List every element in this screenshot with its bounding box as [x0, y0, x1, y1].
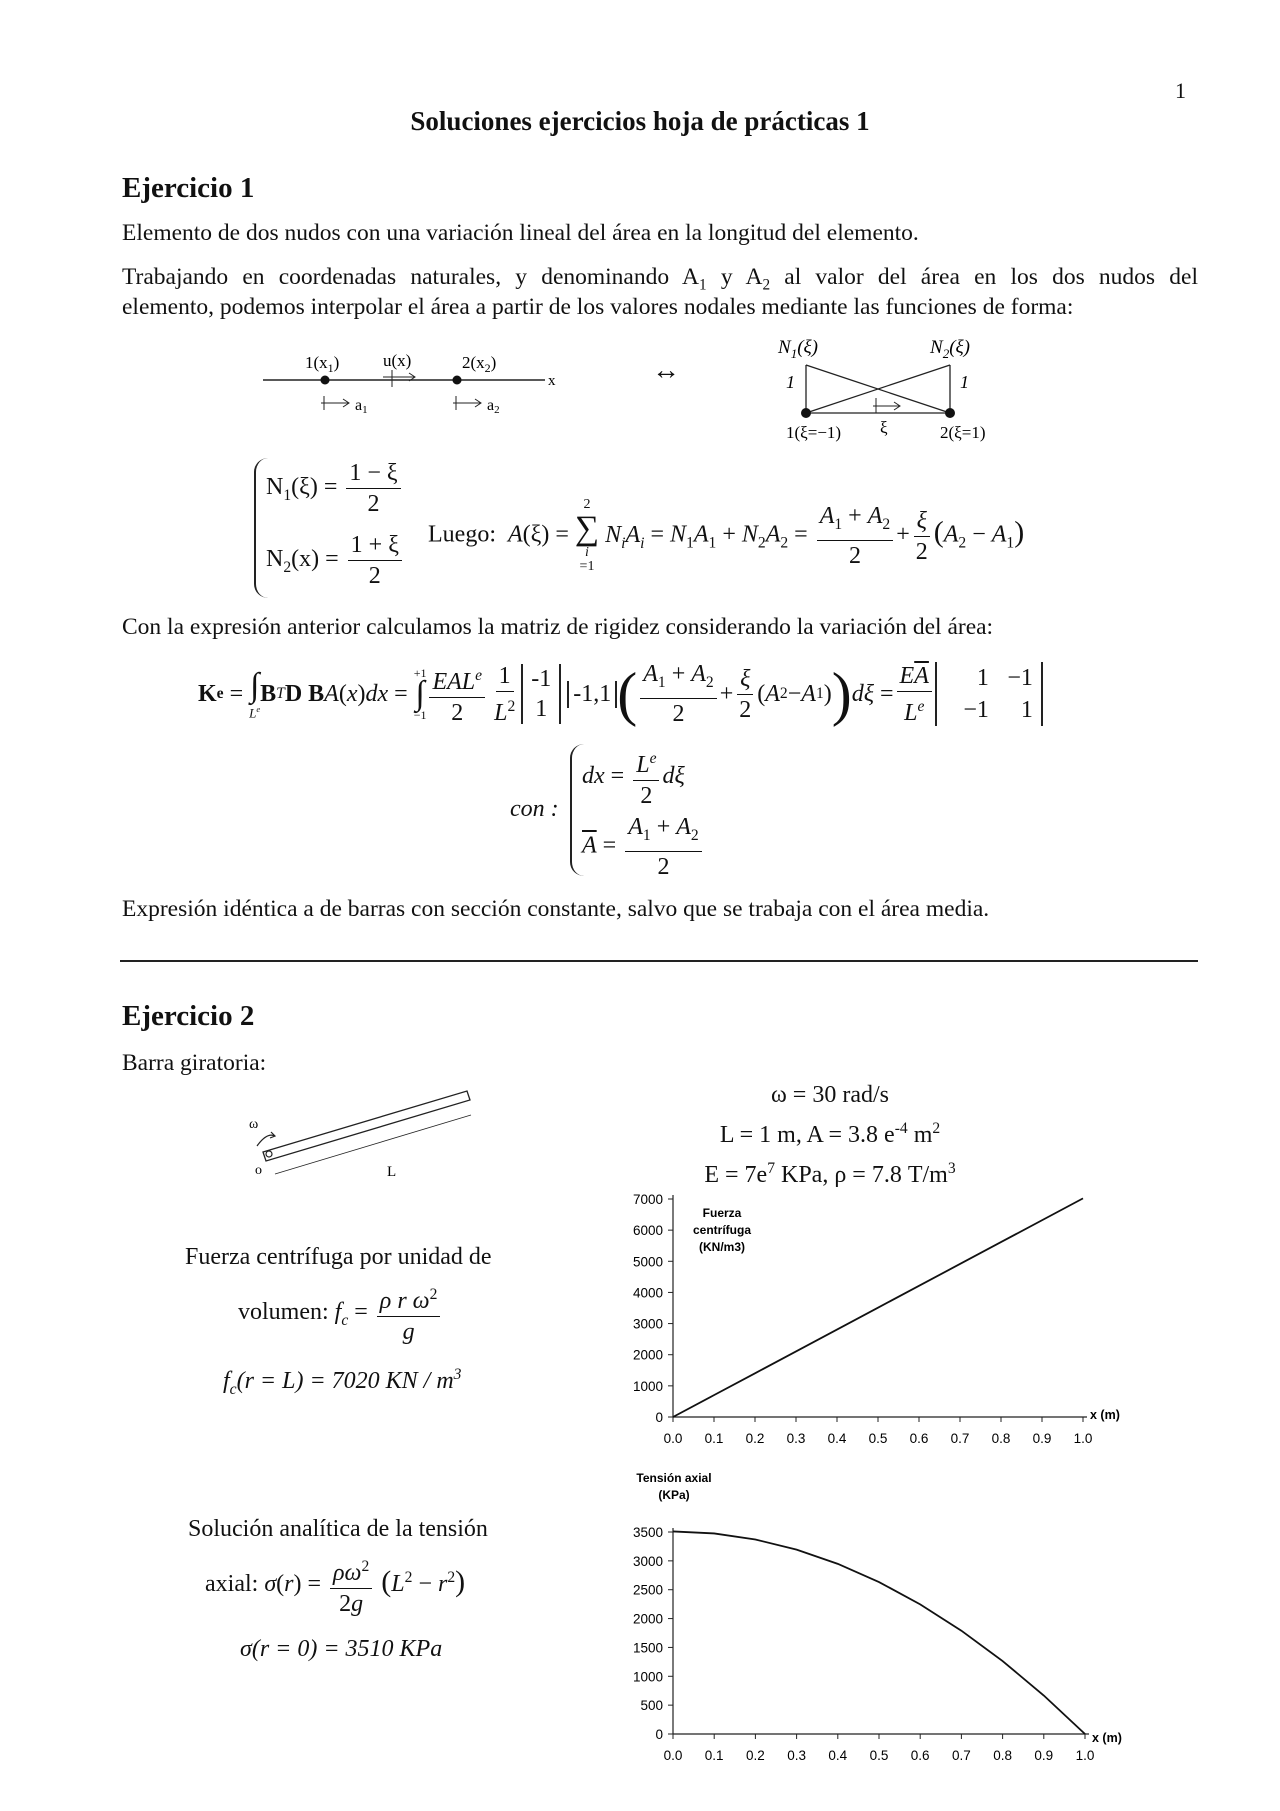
- page-number: 1: [1175, 78, 1186, 103]
- y-tick-label: 2000: [632, 1611, 663, 1627]
- y-tick-label: 3000: [632, 1553, 663, 1569]
- shape-node-1-dot: [801, 408, 811, 418]
- origin-label: o: [255, 1163, 262, 1178]
- node-1-label: $1(x_1)$: [305, 353, 340, 375]
- x-tick-label: 0.9: [1032, 1431, 1052, 1446]
- y-tick-label: 1500: [632, 1640, 663, 1656]
- exercise-1-paragraph-3: Con la expresión anterior calculamos la matriz de rigidez considerando la variación del área:: [122, 614, 994, 640]
- y-tick-label: 6000: [632, 1223, 663, 1239]
- x-tick-label: 0.0: [663, 1748, 683, 1760]
- length-label: L: [387, 1164, 397, 1180]
- node-2-label: $2(x_2)$: [462, 353, 497, 375]
- x-tick-label: 0.7: [950, 1431, 970, 1446]
- x-tick-label: 0.8: [993, 1748, 1012, 1760]
- u-label: u(x): [383, 351, 412, 370]
- param-modulus-density: $E = 7e^7$ KPa, ρ = 7.8 $T/m^3$: [704, 1160, 956, 1188]
- y-tick-label: 500: [640, 1698, 663, 1714]
- y-axis-label: Tensión axial: [636, 1471, 712, 1485]
- force-description: Fuerza centrífuga por unidad de: [185, 1244, 492, 1270]
- centrifugal-force-chart: [610, 1184, 1150, 1454]
- y-tick-label: 3000: [632, 1316, 663, 1332]
- document-title: Soluciones ejercicios hoja de prácticas 1: [410, 106, 870, 136]
- force-value: $f_c(r = L) = 7020$ KN / $m^3$: [223, 1366, 462, 1398]
- shape-functions-diagram: [770, 330, 1010, 450]
- node-2-dot: [453, 376, 462, 385]
- x-tick-label: 0.3: [787, 1748, 806, 1760]
- shape-functions-system: $N_1(\xi)$ = $\frac{1 - \xi}{2}$ $N_2(x)$ = $\frac{1 + \xi}{2}$: [254, 458, 416, 598]
- a1-label: a1: [355, 397, 368, 416]
- x-tick-label: 0.7: [952, 1748, 971, 1760]
- exercise-2-heading: Ejercicio 2: [122, 1000, 255, 1032]
- omega-label: ω: [249, 1117, 259, 1132]
- y-tick-label: 0: [655, 1410, 663, 1425]
- shape-node-2-dot: [945, 408, 955, 418]
- x-tick-label: 0.0: [663, 1431, 683, 1446]
- exercise-1-heading: Ejercicio 1: [122, 172, 255, 204]
- area-interpolation-equation: Luego: A(ξ) = 2 ∑ i =1 $N_iA_i = N_1A_1 + N_2A_2$ = $\frac{A_1 + A_2}{2}$ + $\frac{\xi}{2}$ $(A_2 - A_1)$: [428, 497, 1025, 574]
- x-tick-label: 0.5: [868, 1431, 888, 1446]
- exercise-1-paragraph-2: Trabajando en coordenadas naturales, y denominando $A_1$ y $A_2$ al valor del área en los dos nudos del: [122, 264, 1198, 294]
- y-tick-label: 1000: [632, 1669, 663, 1685]
- stress-formula: axial: σ(r) = $\frac{\rho\omega^2}{2g}$ $(L^2 - r^2)$: [205, 1552, 465, 1619]
- problem-parameters: [640, 1078, 1020, 1192]
- x-tick-label: 0.4: [828, 1748, 848, 1760]
- x-tick-label: 0.1: [704, 1748, 724, 1760]
- n1-label: $N_1(\xi)$: [778, 337, 818, 361]
- y-tick-label: 2500: [632, 1582, 663, 1598]
- x-tick-label: 0.2: [745, 1431, 765, 1446]
- n2-label: $N_2(\xi)$: [930, 337, 970, 361]
- x-tick-label: 1.0: [1075, 1748, 1095, 1760]
- bar-body: [263, 1091, 470, 1161]
- n2-unit-value: 1: [960, 372, 969, 392]
- x-axis-label: x (m): [1092, 1731, 1122, 1745]
- force-formula: volumen: $f_c$ = $\frac{\rho r \omega^2}{g}$: [238, 1280, 443, 1347]
- xi-label: ξ: [880, 418, 888, 437]
- y-tick-label: 2000: [632, 1347, 663, 1363]
- param-length-area: L = 1 m, A = 3.8 $e^{-4}$ $m^2$: [719, 1120, 941, 1148]
- node-1-dot: [321, 376, 330, 385]
- x-axis-label: x (m): [1090, 1408, 1120, 1422]
- y-tick-label: 7000: [632, 1192, 663, 1207]
- x-tick-label: 0.4: [827, 1431, 847, 1446]
- exercise-2-intro: Barra giratoria:: [122, 1050, 267, 1076]
- n1-unit-value: 1: [786, 372, 795, 392]
- axial-stress-chart: [610, 1460, 1150, 1760]
- exercise-1-paragraph-4: Expresión idéntica a de barras con sección constante, salvo que se trabaja con el área media.: [122, 896, 990, 922]
- y-axis-label: Fuerza: [702, 1206, 742, 1220]
- rotating-bar-diagram: [245, 1088, 485, 1188]
- y-axis-label: (KN/m3): [698, 1240, 746, 1254]
- shape-node-1-label: 1(ξ=−1): [786, 423, 842, 442]
- x-tick-label: 0.6: [909, 1431, 929, 1446]
- exercise-1-paragraph-2-cont: elemento, podemos interpolar el área a partir de los valores nodales mediante las funciones de forma:: [122, 294, 1074, 320]
- equivalence-arrow: ↔: [652, 355, 680, 386]
- x-tick-label: 1.0: [1073, 1431, 1093, 1446]
- stress-description: Solución analítica de la tensión: [188, 1516, 488, 1542]
- series-line: [673, 1531, 1085, 1734]
- stiffness-matrix-equation: K e = ∫ Le B T D B A ( x ) dx = +1 ∫ −1 $\frac{EAL^e}{2}$ $\frac{1}{L^2}$ -1 1 -1,1 ( $\frac{A_1 + A_2}{2}$ + $\frac{\xi}{2}$ ( A 2 − A 1 ) ) dξ = $\frac{E\overline{A}}{L^e}$ 1 −1 −1 1: [198, 656, 1043, 732]
- con-definitions: dx = $\frac{L^e}{2}$ dξ $\overline{A}$ = $\frac{A_1 + A_2}{2}$: [570, 744, 722, 876]
- x-tick-label: 0.5: [869, 1748, 889, 1760]
- section-divider: [120, 960, 1198, 962]
- y-tick-label: 5000: [632, 1254, 663, 1270]
- x-tick-label: 0.8: [991, 1431, 1011, 1446]
- x-tick-label: 0.2: [746, 1748, 765, 1760]
- x-tick-label: 0.3: [786, 1431, 806, 1446]
- y-axis-label: (KPa): [658, 1488, 690, 1502]
- y-tick-label: 3500: [632, 1525, 663, 1540]
- bar-element-diagram: [255, 340, 575, 430]
- y-tick-label: 1000: [632, 1378, 663, 1394]
- y-axis-label: centrífuga: [692, 1223, 752, 1237]
- x-axis-label: x: [548, 373, 556, 389]
- x-tick-label: 0.9: [1034, 1748, 1054, 1760]
- y-tick-label: 4000: [632, 1285, 663, 1301]
- y-tick-label: 0: [655, 1727, 663, 1742]
- stress-value: σ(r = 0) = 3510 KPa: [240, 1636, 443, 1662]
- a2-label: a2: [487, 397, 500, 416]
- x-tick-label: 0.1: [704, 1431, 724, 1446]
- param-omega: ω = 30 rad/s: [771, 1082, 889, 1108]
- con-label: con :: [510, 796, 559, 822]
- shape-node-2-label: 2(ξ=1): [940, 423, 986, 442]
- exercise-1-paragraph-1: Elemento de dos nudos con una variación lineal del área en la longitud del elemento.: [122, 220, 919, 246]
- x-tick-label: 0.6: [910, 1748, 930, 1760]
